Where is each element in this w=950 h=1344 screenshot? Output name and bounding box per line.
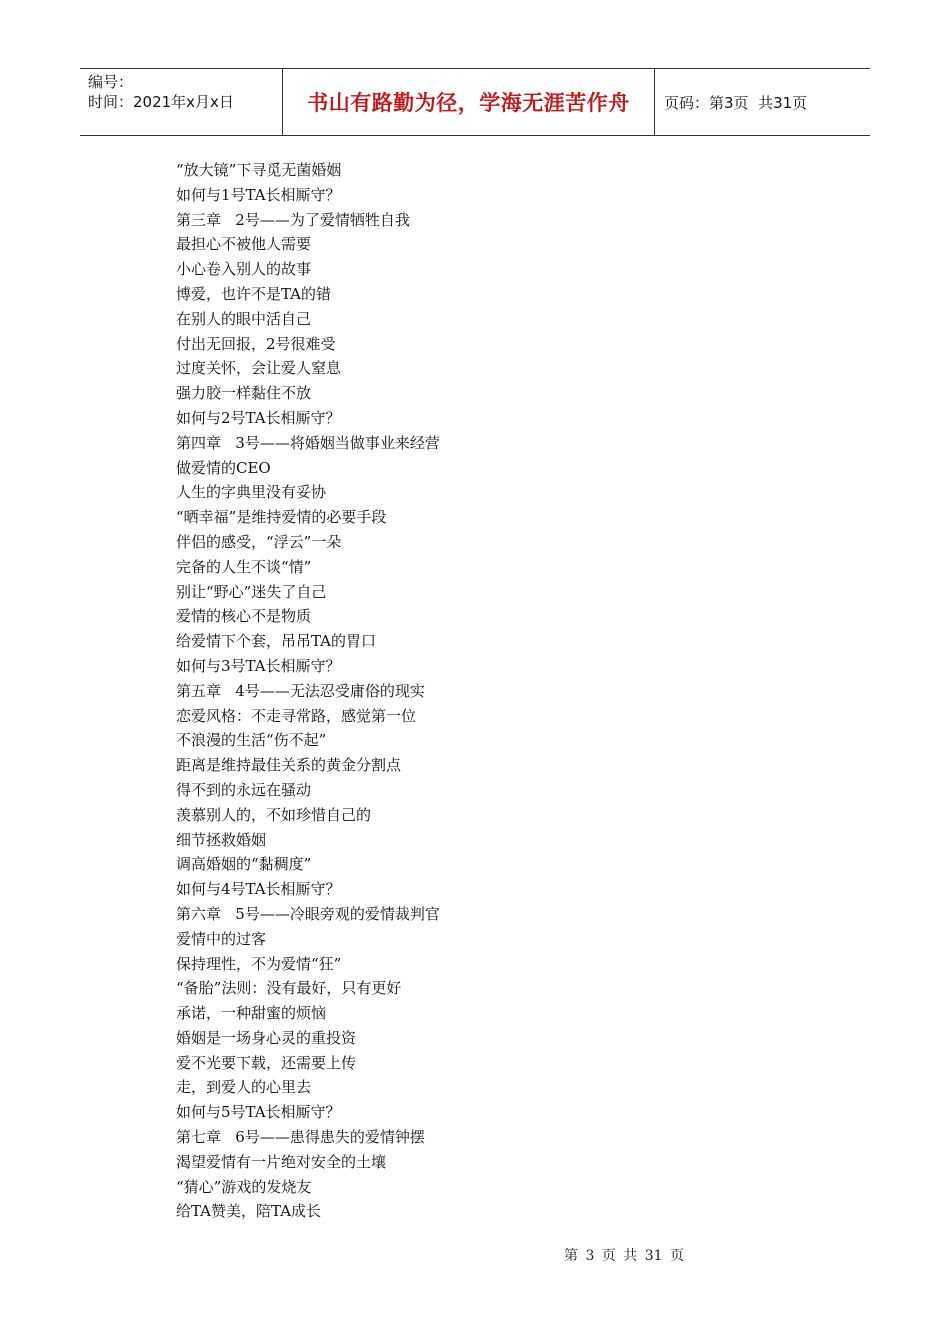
toc-line: 羡慕别人的，不如珍惜自己的 bbox=[176, 805, 372, 824]
toc-line: “备胎”法则：没有最好，只有更好 bbox=[176, 979, 402, 998]
toc-line: 如何与2号TA长相厮守？ bbox=[176, 408, 341, 427]
toc-line: 博爱，也许不是TA的错 bbox=[176, 284, 332, 303]
toc-line: 如何与1号TA长相厮守？ bbox=[176, 185, 341, 204]
toc-line: 伴侣的感受，“浮云”一朵 bbox=[176, 532, 342, 551]
toc-line: 爱情中的过客 bbox=[176, 929, 267, 948]
toc-line: 人生的字典里没有妥协 bbox=[176, 483, 327, 502]
toc-line: 在别人的眼中活自己 bbox=[176, 309, 312, 328]
toc-line: 做爱情的CEO bbox=[176, 458, 271, 477]
chapter-heading: 第三章 2号——为了爱情牺牲自我 bbox=[176, 210, 410, 229]
toc-line: 细节拯救婚姻 bbox=[176, 830, 267, 849]
toc-line: 爱不光要下载，还需要上传 bbox=[176, 1053, 357, 1072]
toc-line: 别让“野心”迷失了自己 bbox=[176, 582, 327, 601]
toc-line: 保持理性，不为爱情“狂” bbox=[176, 954, 342, 973]
toc-line: 不浪漫的生活“伤不起” bbox=[176, 731, 327, 750]
toc-line: 距离是维持最佳关系的黄金分割点 bbox=[176, 756, 402, 775]
toc-line: 完备的人生不谈“情” bbox=[176, 557, 312, 576]
toc-line: 渴望爱情有一片绝对安全的土壤 bbox=[176, 1152, 387, 1171]
toc-line: “晒幸福”是维持爱情的必要手段 bbox=[176, 508, 387, 527]
chapter-heading: 第七章 6号——患得患失的爱情钟摆 bbox=[176, 1128, 425, 1147]
toc-line: 强力胶一样黏住不放 bbox=[176, 384, 312, 403]
toc-line: “放大镜”下寻觅无菌婚姻 bbox=[176, 161, 342, 179]
chapter-heading: 第四章 3号——将婚姻当做事业来经营 bbox=[176, 433, 440, 452]
page-footer: 第 3 页 共 31 页 bbox=[564, 1248, 684, 1264]
toc-line: 小心卷入别人的故事 bbox=[176, 260, 312, 279]
toc-line: 付出无回报，2号很难受 bbox=[176, 334, 336, 353]
header-number-label: 编号： bbox=[88, 73, 134, 91]
header-meta bbox=[88, 72, 234, 112]
toc-line: “猜心”游戏的发烧友 bbox=[176, 1177, 312, 1196]
toc-line: 走，到爱人的心里去 bbox=[176, 1078, 312, 1097]
header-date-label: 时间：2021年x月x日 bbox=[88, 93, 234, 111]
page-header bbox=[80, 68, 870, 136]
chapter-heading: 第六章 5号——冷眼旁观的爱情裁判官 bbox=[176, 904, 440, 923]
toc-line: 如何与4号TA长相厮守？ bbox=[176, 880, 341, 899]
toc-line: 如何与3号TA长相厮守？ bbox=[176, 656, 341, 675]
chapter-heading: 第五章 4号——无法忍受庸俗的现实 bbox=[176, 681, 425, 700]
toc-line: 给爱情下个套，吊吊TA的胃口 bbox=[176, 632, 377, 651]
toc-line: 过度关怀，会让爱人窒息 bbox=[176, 359, 342, 378]
header-motto: 书山有路勤为径，学海无涯苦作舟 bbox=[307, 91, 630, 115]
toc-line: 承诺，一种甜蜜的烦恼 bbox=[176, 1004, 327, 1023]
toc-line: 得不到的永远在骚动 bbox=[176, 780, 312, 799]
toc-line: 恋爱风格：不走寻常路，感觉第一位 bbox=[176, 706, 417, 725]
toc-line: 婚姻是一场身心灵的重投资 bbox=[176, 1028, 357, 1047]
header-divider-right bbox=[654, 69, 655, 135]
toc-line: 最担心不被他人需要 bbox=[176, 235, 312, 254]
table-of-contents bbox=[176, 158, 440, 1224]
header-page-info: 页码：第3页 共31页 bbox=[664, 93, 808, 112]
toc-line: 爱情的核心不是物质 bbox=[176, 607, 312, 626]
toc-line: 如何与5号TA长相厮守？ bbox=[176, 1103, 341, 1122]
toc-line: 调高婚姻的“黏稠度” bbox=[176, 855, 312, 874]
toc-line: 给TA赞美，陪TA成长 bbox=[176, 1202, 322, 1221]
